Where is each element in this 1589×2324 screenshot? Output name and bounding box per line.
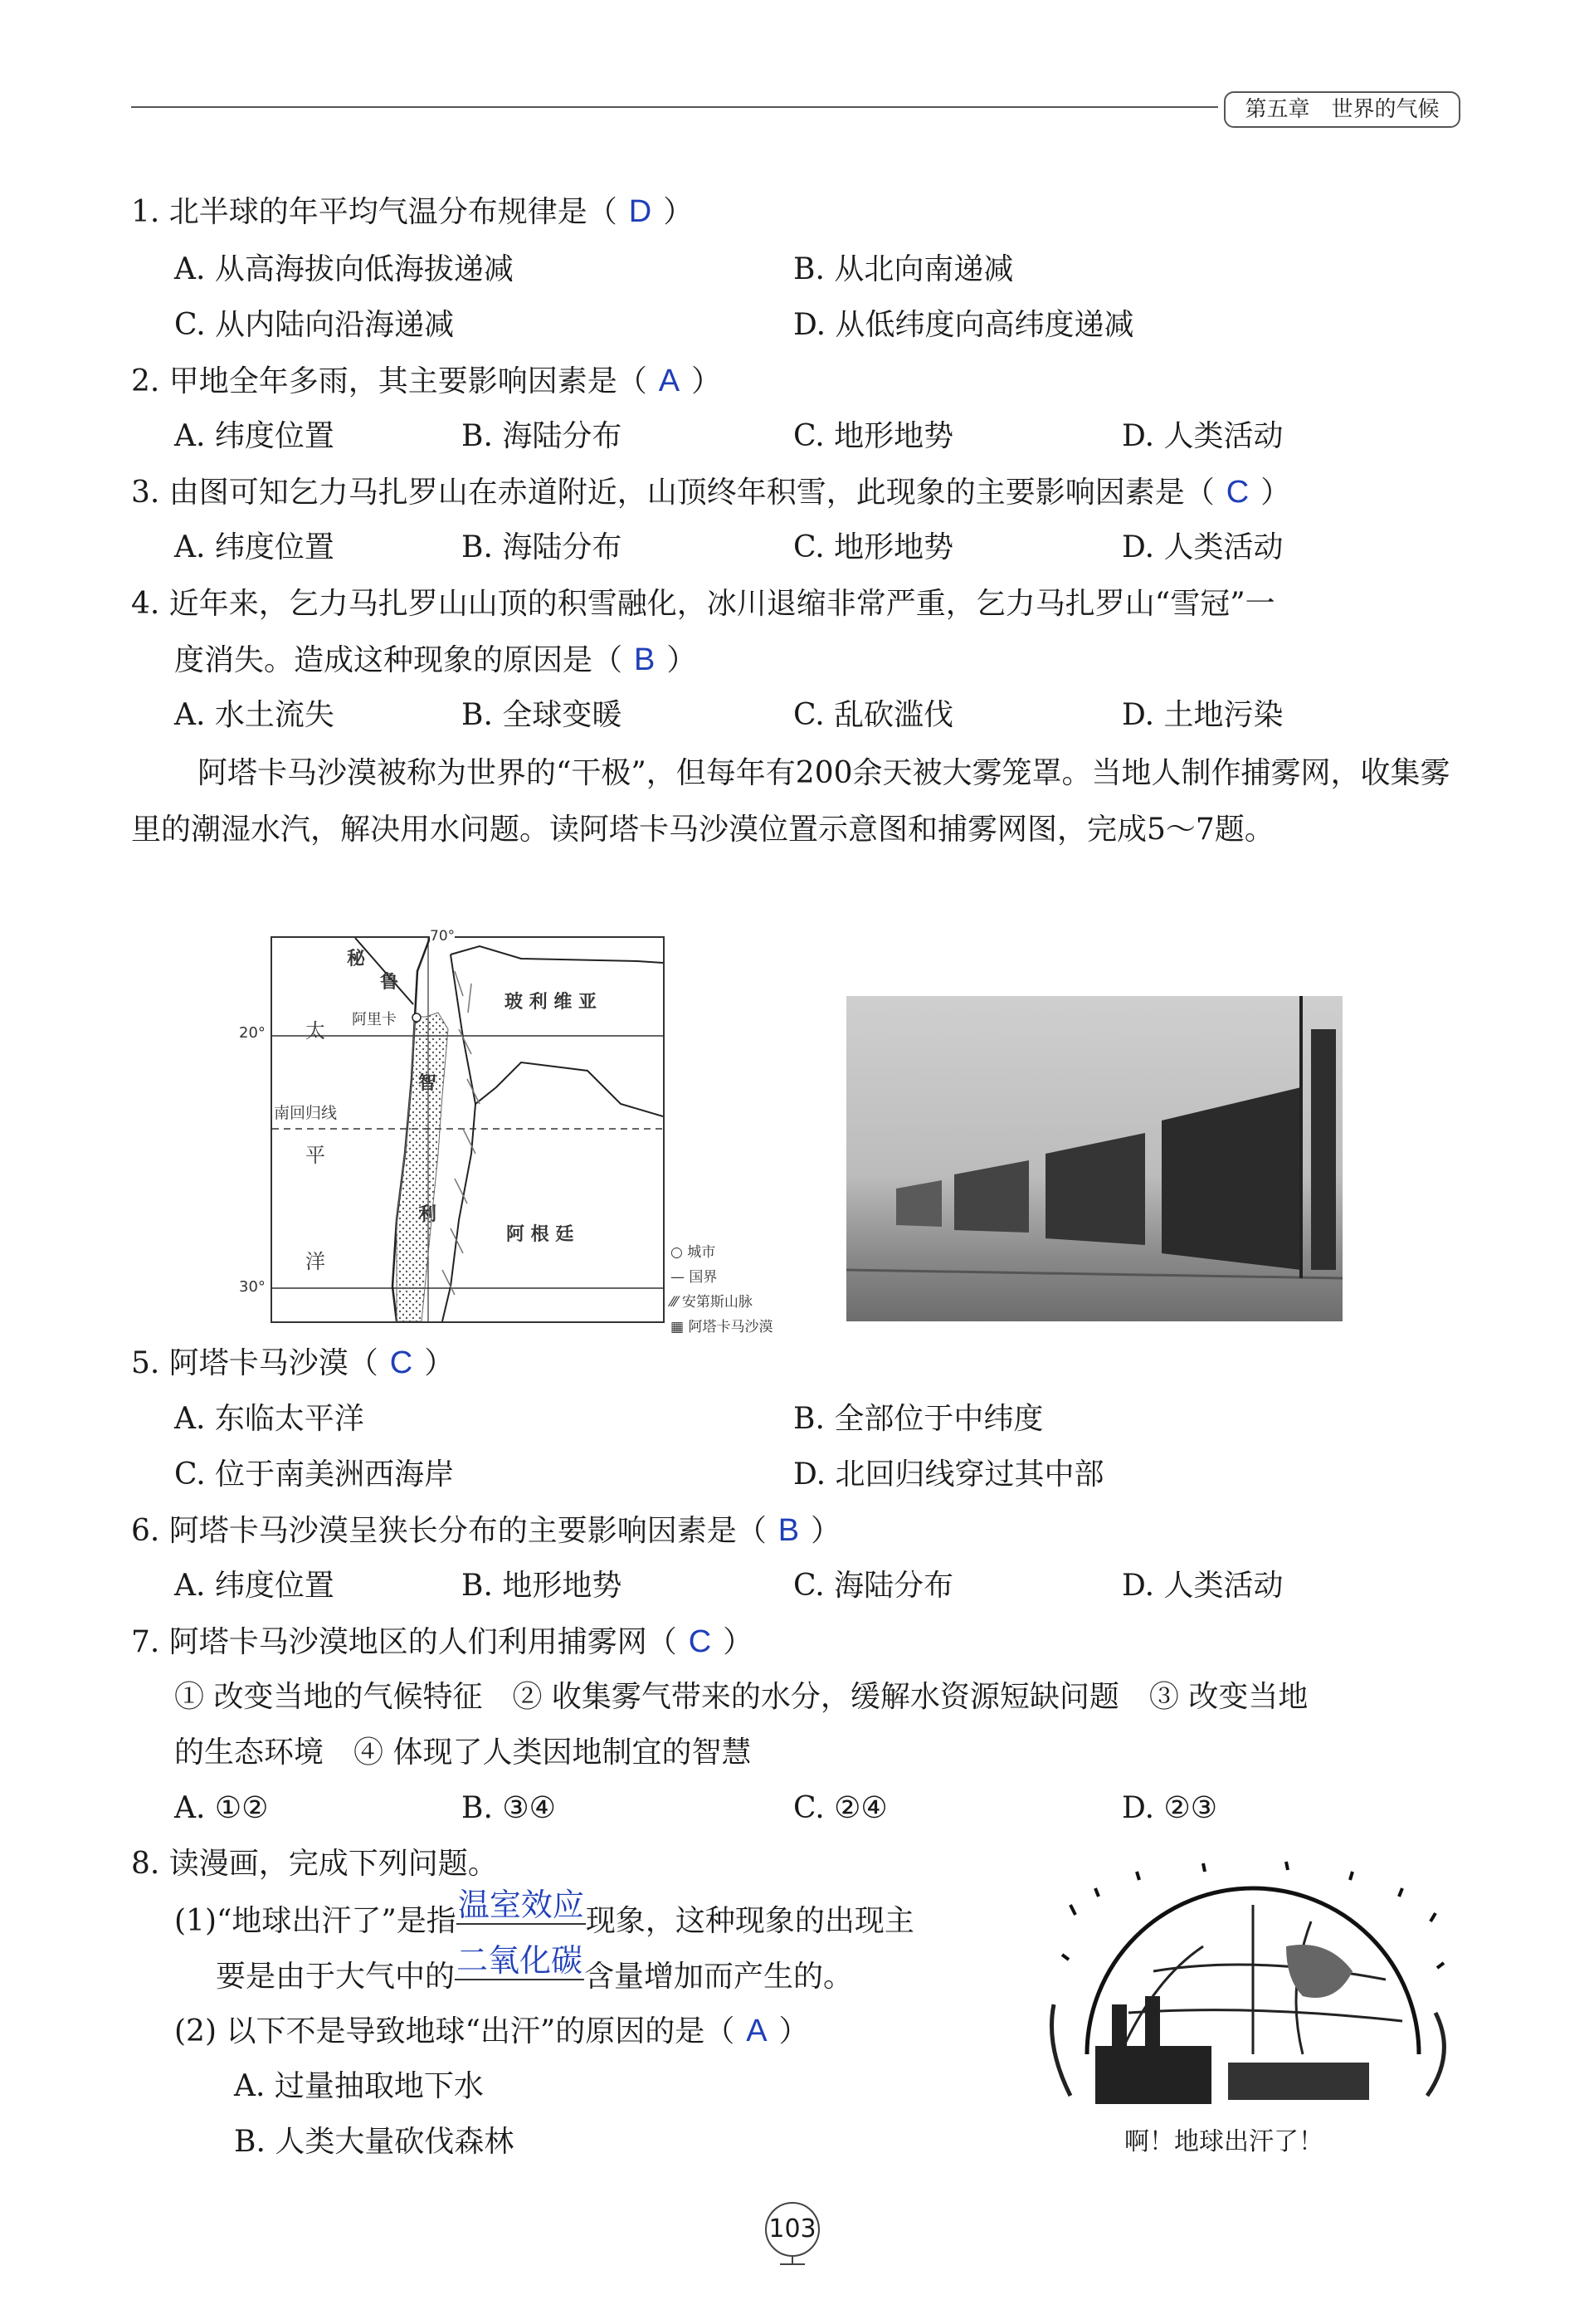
- q7-statements-line1: ① 改变当地的气候特征 ② 收集雾气带来的水分，缓解水资源短缺问题 ③ 改变当地: [174, 1680, 1309, 1714]
- q7-option-a: A. ①②: [174, 1791, 269, 1825]
- cartoon-caption: 啊！地球出汗了！: [1124, 2127, 1323, 2156]
- legend-andes: ⁄⁄⁄ 安第斯山脉: [670, 1294, 753, 1311]
- fog-net-drawing: [846, 996, 1343, 1321]
- q8-part1-line1: [174, 1887, 914, 1940]
- q2-stem: [131, 363, 721, 400]
- q3-text: 3. 由图可知乞力马扎罗山在赤道附近，山顶终年积雪，此现象的主要影响因素是（: [131, 476, 1215, 510]
- q4-answer: B: [634, 642, 656, 677]
- map-bolivia-label: 玻 利 维 亚: [504, 992, 597, 1013]
- fog-net-photo: [846, 996, 1343, 1321]
- map-chile-label-1: 智: [418, 1073, 437, 1094]
- q1-text: 1. 北半球的年平均气温分布规律是（: [131, 195, 617, 229]
- factory-chimney-1: [1112, 2004, 1127, 2054]
- q8-part1-answer: 温室效应: [457, 1887, 584, 1923]
- legend-desert: ▦ 阿塔卡马沙漠: [670, 1319, 773, 1335]
- q2-text: 2. 甲地全年多雨，其主要影响因素是（: [131, 364, 647, 398]
- q5-answer: C: [389, 1345, 413, 1380]
- q3-close: ）: [1260, 476, 1291, 510]
- q5-stem: [131, 1345, 454, 1382]
- legend-andes-text: 安第斯山脉: [681, 1294, 753, 1311]
- atacama-desert-area: [397, 1013, 448, 1321]
- q7-answer: C: [688, 1624, 712, 1659]
- q2-option-c: C. 地形地势: [793, 419, 954, 453]
- fog-net-panel-5: [896, 1180, 942, 1227]
- sweating-earth-cartoon: [1037, 1855, 1460, 2137]
- q7-option-c: C. ②④: [793, 1791, 888, 1825]
- map-ocean-label-1: 太: [305, 1019, 325, 1042]
- header-rule: [131, 106, 1218, 108]
- q8-option-a: A. 过量抽取地下水: [234, 2069, 484, 2103]
- q1-option-c: C. 从内陆向沿海递减: [174, 308, 455, 342]
- q6-option-a: A. 纬度位置: [174, 1569, 334, 1603]
- q4-option-c: C. 乱砍滥伐: [793, 698, 954, 732]
- q8-part2-text: (2) 以下不是导致地球“出汗”的原因的是（: [174, 2014, 735, 2048]
- map-arica-label: 阿里卡: [352, 1011, 397, 1028]
- q7-close: ）: [723, 1625, 753, 1659]
- q8-part1-text-b: 现象，这种现象的出现主: [585, 1904, 914, 1938]
- q3-option-b: B. 海陆分布: [461, 530, 622, 564]
- q8-part1-answer-2: 二氧化碳: [456, 1942, 583, 1979]
- q7-option-d: D. ②③: [1122, 1791, 1218, 1825]
- q8-option-b: B. 人类大量砍伐森林: [234, 2125, 514, 2159]
- q3-option-d: D. 人类活动: [1122, 530, 1284, 564]
- fog-net-panel-4: [954, 1160, 1029, 1233]
- q5-option-c: C. 位于南美洲西海岸: [174, 1457, 455, 1492]
- q8-part2-answer: A: [746, 2014, 768, 2048]
- cartoon-drawing: [1037, 1855, 1460, 2104]
- q4-option-b: B. 全球变暖: [461, 698, 622, 732]
- chapter-label: 第五章 世界的气候: [1224, 91, 1460, 128]
- legend-city-text: 城市: [687, 1244, 716, 1261]
- q8-part1-text-a: (1)“地球出汗了”是指: [174, 1904, 456, 1938]
- q2-close: ）: [691, 364, 722, 398]
- q2-option-d: D. 人类活动: [1122, 419, 1284, 453]
- factory-buildings: [1095, 2046, 1211, 2104]
- factory-chimney-2: [1145, 1996, 1160, 2054]
- q8-part2-close: ）: [778, 2014, 809, 2048]
- bolivia-north-border: [451, 946, 663, 963]
- fog-net-panel-2: [1162, 1087, 1301, 1270]
- map-ocean-label-3: 洋: [305, 1250, 325, 1273]
- legend-border-text: 国界: [689, 1269, 718, 1286]
- fog-net-ground-pipe: [846, 1270, 1343, 1278]
- fog-net-panel-1: [1311, 1029, 1336, 1270]
- map-tropic-label: 南回归线: [274, 1104, 338, 1122]
- q7-statements-line2: 的生态环境 ④ 体现了人类因地制宜的智慧: [174, 1736, 752, 1770]
- q6-option-b: B. 地形地势: [461, 1569, 622, 1603]
- q8-part1-text-c: 要是由于大气中的: [216, 1960, 456, 1994]
- legend-border: — 国界: [670, 1269, 718, 1286]
- fog-net-panel-3: [1046, 1133, 1145, 1245]
- q6-close: ）: [811, 1514, 841, 1548]
- q6-option-c: C. 海陆分布: [793, 1569, 954, 1603]
- q6-option-d: D. 人类活动: [1122, 1569, 1284, 1603]
- arica-city-marker: [412, 1013, 421, 1022]
- q3-answer: C: [1226, 475, 1250, 510]
- q3-option-c: C. 地形地势: [793, 530, 954, 564]
- q5-close: ）: [424, 1346, 455, 1380]
- reading-passage: 阿塔卡马沙漠被称为世界的“干极”，但每年有200余天被大雾笼罩。当地人制作捕雾网，收集雾里的潮湿水汽，解决用水问题。读阿塔卡马沙漠位置示意图和捕雾网图，完成5～7题。: [131, 756, 1450, 847]
- page-number: 103: [768, 2214, 816, 2243]
- q1-option-b: B. 从北向南递减: [793, 252, 1014, 286]
- q3-stem: [131, 474, 1290, 511]
- q4-option-d: D. 土地污染: [1122, 698, 1284, 732]
- map-peru-label-1: 秘: [347, 949, 366, 969]
- q5-option-b: B. 全部位于中纬度: [793, 1402, 1044, 1436]
- q1-stem: [131, 193, 693, 231]
- map-ocean-label-2: 平: [305, 1144, 325, 1167]
- legend-city: ○ 城市: [670, 1244, 716, 1261]
- q1-close: ）: [663, 195, 694, 229]
- q5-option-d: D. 北回归线穿过其中部: [793, 1457, 1104, 1492]
- map-lat30-label: 30°: [239, 1278, 266, 1296]
- q7-option-b: B. ③④: [461, 1791, 556, 1825]
- q4-line1: 4. 近年来，乞力马扎罗山山顶的积雪融化，冰川退缩非常严重，乞力马扎罗山“雪冠”一: [131, 587, 1275, 621]
- q5-option-a: A. 东临太平洋: [174, 1402, 364, 1436]
- vehicles: [1228, 2063, 1369, 2100]
- atacama-location-map: [239, 928, 665, 1323]
- q8-part1-line2: [216, 1942, 854, 1995]
- q3-option-a: A. 纬度位置: [174, 530, 334, 564]
- q8-part1-text-d: 含量增加而产生的。: [584, 1960, 854, 1994]
- q4-line2: [174, 642, 696, 679]
- q1-option-a: A. 从高海拔向低海拔递减: [174, 252, 514, 286]
- q4-text: 度消失。造成这种现象的原因是（: [174, 643, 623, 677]
- q2-answer: A: [658, 364, 680, 398]
- q5-text: 5. 阿塔卡马沙漠（: [131, 1346, 378, 1380]
- q6-stem: [131, 1512, 841, 1550]
- q6-answer: B: [777, 1513, 800, 1548]
- page-number-badge: [757, 2198, 828, 2269]
- map-peru-label-2: 鲁: [380, 972, 399, 993]
- map-chile-label-2: 利: [418, 1204, 437, 1225]
- map-argentina-label: 阿 根 廷: [506, 1224, 574, 1245]
- q1-option-d: D. 从低纬度向高纬度递减: [793, 308, 1134, 342]
- q7-text: 7. 阿塔卡马沙漠地区的人们利用捕雾网（: [131, 1625, 677, 1659]
- q8-stem: 8. 读漫画，完成下列问题。: [131, 1847, 498, 1881]
- q2-option-b: B. 海陆分布: [461, 419, 622, 453]
- q8-part2-stem: [174, 2013, 809, 2050]
- map-drawing: [272, 938, 663, 1321]
- map-lon-label: 70°: [430, 928, 456, 945]
- legend-desert-text: 阿塔卡马沙漠: [688, 1319, 773, 1335]
- q2-option-a: A. 纬度位置: [174, 419, 334, 453]
- map-lat20-label: 20°: [239, 1024, 266, 1042]
- q4-option-a: A. 水土流失: [174, 698, 334, 732]
- q7-stem: [131, 1623, 753, 1661]
- q6-text: 6. 阿塔卡马沙漠呈狭长分布的主要影响因素是（: [131, 1514, 767, 1548]
- q1-answer: D: [628, 194, 652, 229]
- q4-close: ）: [666, 643, 697, 677]
